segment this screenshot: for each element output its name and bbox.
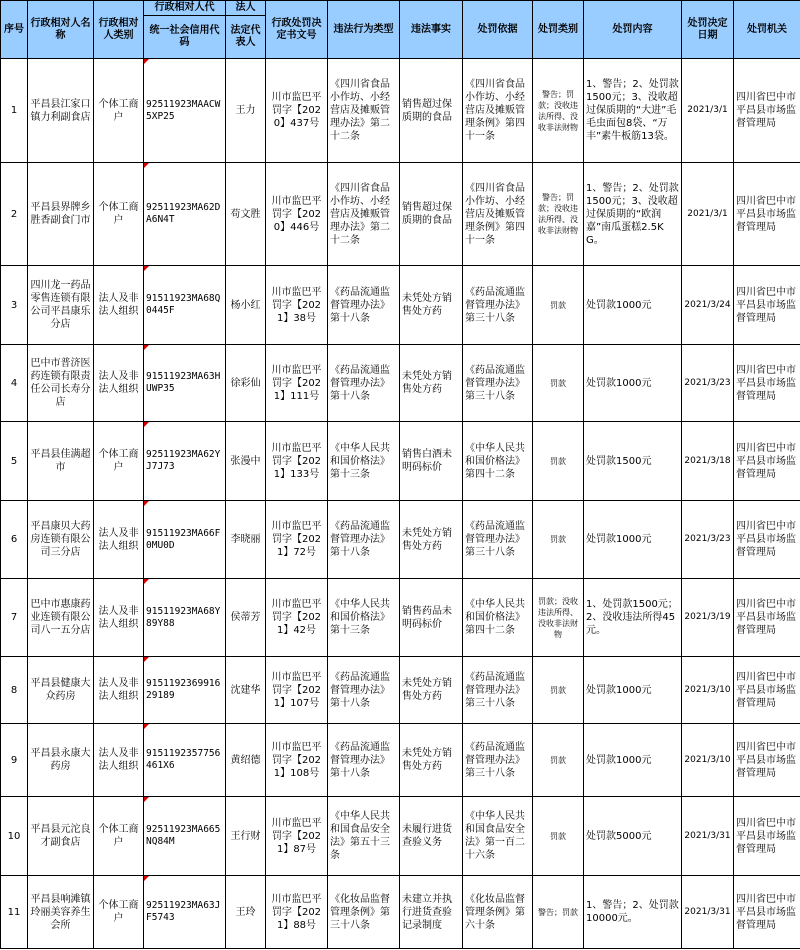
cell-facts: 未凭处方销售处方药 — [400, 266, 463, 345]
cell-doc: 川市监巴平罚字【2021】107号 — [266, 657, 328, 724]
cell-facts: 销售超过保质期的食品 — [400, 163, 463, 266]
cell-type: 法人及非法人组织 — [94, 345, 144, 422]
cell-violation-type: 《四川省食品小作坊、小经营店及摊贩管理办法》第二十二条 — [328, 163, 400, 266]
cell-seq: 5 — [1, 422, 28, 501]
cell-type: 个体工商户 — [94, 59, 144, 163]
cell-facts: 销售超过保质期的食品 — [400, 59, 463, 163]
cell-legal: 李晓丽 — [226, 501, 266, 579]
cell-legal: 沈建华 — [226, 657, 266, 724]
cell-violation-type: 《中华人民共和国食品安全法》第五十三条 — [328, 797, 400, 876]
cell-content: 1、警告；2、处罚款10000元。 — [584, 876, 682, 949]
cell-legal: 黄绍德 — [226, 724, 266, 797]
cell-content: 处罚款1000元 — [584, 266, 682, 345]
table-row — [1, 876, 800, 949]
cell-seq: 9 — [1, 724, 28, 797]
cell-code: 92511923MA62YJ7J73 — [144, 422, 226, 501]
cell-authority: 四川省巴中市平昌县市场监督管理局 — [734, 579, 800, 657]
cell-content: 处罚款1000元 — [584, 501, 682, 579]
cell-date: 2021/3/18 — [682, 422, 734, 501]
cell-content: 1、处罚款1500元；2、没收违法所得45元。 — [584, 579, 682, 657]
header-type: 行政相对人类别 — [94, 1, 144, 59]
header-name: 行政相对人名称 — [28, 1, 94, 59]
cell-name: 巴中市惠康药业连锁有限公司八一五分店 — [28, 579, 94, 657]
cell-legal: 杨小红 — [226, 266, 266, 345]
header-seq: 序号 — [1, 1, 28, 59]
cell-facts: 未凭处方销售处方药 — [400, 724, 463, 797]
cell-legal: 王行财 — [226, 797, 266, 876]
cell-seq: 2 — [1, 163, 28, 266]
cell-date: 2021/3/10 — [682, 724, 734, 797]
cell-facts: 销售白酒未明码标价 — [400, 422, 463, 501]
cell-category: 罚款 — [533, 657, 584, 724]
cell-name: 平昌康贝大药房连锁有限公司三分店 — [28, 501, 94, 579]
cell-date: 2021/3/10 — [682, 657, 734, 724]
cell-seq: 8 — [1, 657, 28, 724]
table-row — [1, 501, 800, 579]
cell-basis: 《药品流通监督管理办法》第三十八条 — [463, 724, 533, 797]
table-row — [1, 422, 800, 501]
cell-code: 91511923MA68Q0445F — [144, 266, 226, 345]
header-basis: 处罚依据 — [463, 1, 533, 59]
cell-basis: 《中华人民共和国价格法》第四十二条 — [463, 422, 533, 501]
cell-violation-type: 《药品流通监督管理办法》第十八条 — [328, 266, 400, 345]
cell-name: 平昌县永康大药房 — [28, 724, 94, 797]
cell-content: 1、警告；2、处罚款1500元；3、没收超过保质期的“大进”毛毛虫面包8袋、“万丰”素牛板筋13袋。 — [584, 59, 682, 163]
cell-code: 92511923MAACW5XP25 — [144, 59, 226, 163]
cell-violation-type: 《药品流通监督管理办法》第十八条 — [328, 345, 400, 422]
table-row — [1, 163, 800, 266]
cell-content: 处罚款1000元 — [584, 345, 682, 422]
cell-category: 罚款 — [533, 345, 584, 422]
cell-basis: 《药品流通监督管理办法》第三十八条 — [463, 657, 533, 724]
cell-code: 92511923MA665NQ84M — [144, 797, 226, 876]
cell-doc: 川市监巴平罚字【2021】42号 — [266, 579, 328, 657]
cell-category: 罚款 — [533, 501, 584, 579]
cell-name: 平昌县健康大众药房 — [28, 657, 94, 724]
cell-content: 处罚款5000元 — [584, 797, 682, 876]
table-row — [1, 59, 800, 163]
cell-violation-type: 《药品流通监督管理办法》第十八条 — [328, 501, 400, 579]
cell-date: 2021/3/19 — [682, 579, 734, 657]
cell-code: 9151192357756461X6 — [144, 724, 226, 797]
table-row — [1, 657, 800, 724]
cell-legal: 王玲 — [226, 876, 266, 949]
cell-basis: 《药品流通监督管理办法》第三十八条 — [463, 266, 533, 345]
cell-type: 法人及非法人组织 — [94, 724, 144, 797]
cell-type: 个体工商户 — [94, 163, 144, 266]
cell-category: 罚款 — [533, 797, 584, 876]
cell-facts: 未凭处方销售处方药 — [400, 501, 463, 579]
table-row — [1, 579, 800, 657]
cell-code: 91511923MA68Y89Y88 — [144, 579, 226, 657]
cell-violation-type: 《药品流通监督管理办法》第十八条 — [328, 724, 400, 797]
cell-violation-type: 《四川省食品小作坊、小经营店及摊贩管理办法》第二十二条 — [328, 59, 400, 163]
cell-doc: 川市监巴平罚字【2021】111号 — [266, 345, 328, 422]
cell-doc: 川市监巴平罚字【2021】133号 — [266, 422, 328, 501]
header-violation-type: 违法行为类型 — [328, 1, 400, 59]
cell-date: 2021/3/1 — [682, 59, 734, 163]
cell-type: 个体工商户 — [94, 797, 144, 876]
cell-facts: 销售药品未明码标价 — [400, 579, 463, 657]
cell-category: 警告；罚款；没收违法所得、没收非法财物 — [533, 163, 584, 266]
cell-authority: 四川省巴中市平昌县市场监督管理局 — [734, 345, 800, 422]
cell-doc: 川市监巴平罚字【2021】88号 — [266, 876, 328, 949]
cell-basis: 《化妆品监督管理条例》第六十条 — [463, 876, 533, 949]
cell-violation-type: 《中华人民共和国价格法》第十三条 — [328, 579, 400, 657]
cell-category: 警告；罚款；没收违法所得、没收非法财物 — [533, 59, 584, 163]
cell-category: 罚款；没收违法所得、没收非法财物 — [533, 579, 584, 657]
table-row — [1, 266, 800, 345]
header-authority: 处罚机关 — [734, 1, 800, 59]
cell-authority: 四川省巴中市平昌县市场监督管理局 — [734, 876, 800, 949]
header-legal: 法定代表人 — [226, 16, 266, 59]
cell-basis: 《中华人民共和国价格法》第四十二条 — [463, 579, 533, 657]
cell-type: 个体工商户 — [94, 422, 144, 501]
cell-facts: 未凭处方销售处方药 — [400, 657, 463, 724]
cell-basis: 《中华人民共和国食品安全法》第一百二十六条 — [463, 797, 533, 876]
table-row — [1, 797, 800, 876]
cell-name: 四川龙一药品零售连锁有限公司平昌康乐分店 — [28, 266, 94, 345]
cell-doc: 川市监巴平罚字【2020】446号 — [266, 163, 328, 266]
header-doc: 行政处罚决定书文号 — [266, 1, 328, 59]
cell-category: 罚款 — [533, 724, 584, 797]
cell-facts: 未建立并执行进货查验记录制度 — [400, 876, 463, 949]
cell-legal: 苟文胜 — [226, 163, 266, 266]
cell-doc: 川市监巴平罚字【2021】72号 — [266, 501, 328, 579]
cell-legal: 徐彩仙 — [226, 345, 266, 422]
cell-authority: 四川省巴中市平昌县市场监督管理局 — [734, 266, 800, 345]
cell-type: 法人及非法人组织 — [94, 657, 144, 724]
cell-violation-type: 《化妆品监督管理条例》第三十八条 — [328, 876, 400, 949]
cell-seq: 10 — [1, 797, 28, 876]
table-row — [1, 345, 800, 422]
header-category: 处罚类别 — [533, 1, 584, 59]
cell-date: 2021/3/31 — [682, 876, 734, 949]
cell-code: 92511923MA63JF5743 — [144, 876, 226, 949]
cell-content: 处罚款1000元 — [584, 657, 682, 724]
cell-content: 处罚款1000元 — [584, 724, 682, 797]
cell-name: 平昌县佳满超市 — [28, 422, 94, 501]
header-date: 处罚决定日期 — [682, 1, 734, 59]
cell-legal: 王力 — [226, 59, 266, 163]
cell-category: 罚款 — [533, 422, 584, 501]
cell-seq: 1 — [1, 59, 28, 163]
cell-authority: 四川省巴中市平昌县市场监督管理局 — [734, 724, 800, 797]
cell-authority: 四川省巴中市平昌县市场监督管理局 — [734, 501, 800, 579]
cell-basis: 《药品流通监督管理办法》第三十八条 — [463, 501, 533, 579]
cell-content: 处罚款1500元 — [584, 422, 682, 501]
cell-code: 92511923MA62DA6N4T — [144, 163, 226, 266]
cell-name: 平昌县江家口镇力利副食店 — [28, 59, 94, 163]
cell-basis: 《四川省食品小作坊、小经营店及摊贩管理条例》第四十一条 — [463, 163, 533, 266]
cell-name: 平昌县元沱良才副食店 — [28, 797, 94, 876]
table-row — [1, 724, 800, 797]
cell-type: 法人及非法人组织 — [94, 266, 144, 345]
cell-name: 平昌县界牌乡胜香副食门市 — [28, 163, 94, 266]
cell-doc: 川市监巴平罚字【2020】437号 — [266, 59, 328, 163]
cell-type: 个体工商户 — [94, 876, 144, 949]
cell-doc: 川市监巴平罚字【2021】38号 — [266, 266, 328, 345]
header-rep-group: 行政相对人代 — [144, 1, 226, 16]
cell-authority: 四川省巴中市平昌县市场监督管理局 — [734, 163, 800, 266]
cell-doc: 川市监巴平罚字【2021】87号 — [266, 797, 328, 876]
header-legal-group: 法人 — [226, 1, 266, 16]
header-facts: 违法事实 — [400, 1, 463, 59]
cell-date: 2021/3/23 — [682, 345, 734, 422]
cell-date: 2021/3/31 — [682, 797, 734, 876]
cell-facts: 未履行进货查验义务 — [400, 797, 463, 876]
cell-code: 915119236991629189 — [144, 657, 226, 724]
cell-facts: 未凭处方销售处方药 — [400, 345, 463, 422]
cell-seq: 3 — [1, 266, 28, 345]
header-content: 处罚内容 — [584, 1, 682, 59]
cell-seq: 4 — [1, 345, 28, 422]
cell-date: 2021/3/24 — [682, 266, 734, 345]
cell-code: 91511923MA66F0MU0D — [144, 501, 226, 579]
cell-seq: 7 — [1, 579, 28, 657]
cell-code: 91511923MA63HUWP35 — [144, 345, 226, 422]
cell-doc: 川市监巴平罚字【2021】108号 — [266, 724, 328, 797]
cell-authority: 四川省巴中市平昌县市场监督管理局 — [734, 422, 800, 501]
cell-category: 警告；罚款 — [533, 876, 584, 949]
cell-name: 平昌县响滩镇玲丽美容养生会所 — [28, 876, 94, 949]
cell-authority: 四川省巴中市平昌县市场监督管理局 — [734, 657, 800, 724]
cell-violation-type: 《药品流通监督管理办法》第十八条 — [328, 657, 400, 724]
cell-authority: 四川省巴中市平昌县市场监督管理局 — [734, 797, 800, 876]
cell-seq: 6 — [1, 501, 28, 579]
cell-type: 法人及非法人组织 — [94, 501, 144, 579]
cell-legal: 张漫中 — [226, 422, 266, 501]
cell-authority: 四川省巴中市平昌县市场监督管理局 — [734, 59, 800, 163]
header-code: 统一社会信用代码 — [144, 16, 226, 59]
cell-content: 1、警告；2、处罚款1500元；3、没收超过保质期的“欧润嘉”南瓜蛋糕2.5KG。 — [584, 163, 682, 266]
cell-name: 巴中市普济医药连锁有限责任公司长寿分店 — [28, 345, 94, 422]
cell-seq: 11 — [1, 876, 28, 949]
cell-violation-type: 《中华人民共和国价格法》第十三条 — [328, 422, 400, 501]
cell-basis: 《四川省食品小作坊、小经营店及摊贩管理条例》第四十一条 — [463, 59, 533, 163]
cell-date: 2021/3/23 — [682, 501, 734, 579]
cell-date: 2021/3/1 — [682, 163, 734, 266]
cell-category: 罚款 — [533, 266, 584, 345]
cell-legal: 侯蒂芳 — [226, 579, 266, 657]
cell-type: 法人及非法人组织 — [94, 579, 144, 657]
cell-basis: 《药品流通监督管理办法》第三十八条 — [463, 345, 533, 422]
